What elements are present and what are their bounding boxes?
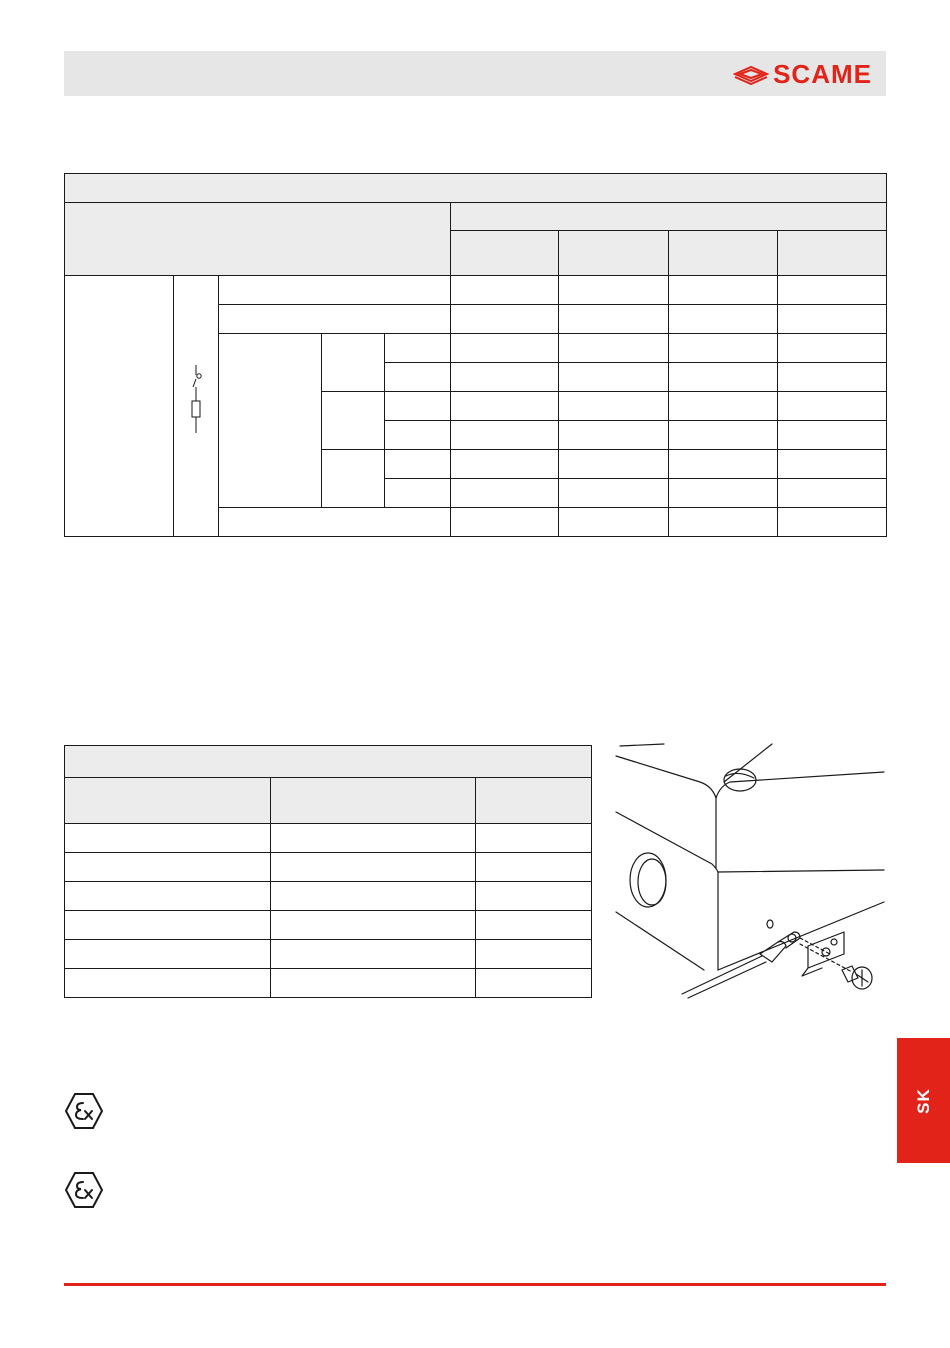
table1-cell [385, 334, 451, 363]
table1-header-group [451, 203, 887, 231]
table1-cell [219, 508, 451, 537]
table2-cell [476, 940, 592, 969]
technical-table-2 [64, 745, 592, 998]
table2-header-col-3 [476, 778, 592, 824]
table2-header-col-1 [65, 778, 271, 824]
header-bar [64, 51, 886, 96]
table1-header-col-4 [778, 231, 887, 276]
table-row [65, 911, 592, 940]
table2-title-cell [65, 746, 592, 778]
table1-cell [559, 305, 669, 334]
table1-cell [669, 421, 778, 450]
table1-header-left [65, 203, 451, 276]
table1-cell [669, 479, 778, 508]
table2-cell [65, 940, 271, 969]
table1-cell [385, 450, 451, 479]
table1-cell [451, 305, 559, 334]
table1-cell [669, 450, 778, 479]
footer-divider [64, 1283, 886, 1286]
table1-cell [219, 334, 322, 508]
table1-cell [778, 305, 887, 334]
brand-logo [733, 61, 872, 87]
table1-header-col-2 [559, 231, 669, 276]
table1-cell [669, 508, 778, 537]
table1-cell [385, 421, 451, 450]
table1-cell [451, 508, 559, 537]
table2-cell [476, 969, 592, 998]
table1-cell [559, 450, 669, 479]
language-tab-sk[interactable] [897, 1038, 950, 1163]
table2-cell [476, 882, 592, 911]
table1-cell [451, 276, 559, 305]
ex-atex-icon [64, 1092, 104, 1130]
table1-cell [385, 392, 451, 421]
table1-header-col-1 [451, 231, 559, 276]
table2-cell [271, 911, 476, 940]
scame-logo-icon [733, 63, 769, 85]
table2-cell [271, 882, 476, 911]
table1-cell [669, 392, 778, 421]
table2-cell [476, 911, 592, 940]
language-tab-label: SK [913, 1087, 933, 1114]
table1-header-col-3 [669, 231, 778, 276]
table1-title-row [65, 174, 887, 203]
table1-title-cell [65, 174, 887, 203]
ex-atex-icon [64, 1171, 104, 1209]
table2-cell [271, 824, 476, 853]
table-row [65, 824, 592, 853]
table1-cell [451, 392, 559, 421]
table1-cell [559, 392, 669, 421]
table2-cell [271, 940, 476, 969]
table1-cell [559, 508, 669, 537]
table1-cell [451, 479, 559, 508]
table2-cell [65, 969, 271, 998]
table1-cell [778, 479, 887, 508]
table2-header-col-2 [271, 778, 476, 824]
table2-header-row [65, 778, 592, 824]
table1-cell [778, 276, 887, 305]
table1-cell [669, 276, 778, 305]
table1-cell [669, 363, 778, 392]
table1-cell [778, 421, 887, 450]
table1-cell [669, 334, 778, 363]
table-row [65, 853, 592, 882]
table-row [65, 969, 592, 998]
table1-cell [451, 450, 559, 479]
table2-cell [271, 853, 476, 882]
table1-cell [385, 479, 451, 508]
table1-cell [451, 363, 559, 392]
brand-name: SCAME [773, 59, 872, 89]
table1-cell [559, 334, 669, 363]
table1-cell [778, 363, 887, 392]
table-row [65, 276, 887, 305]
table1-cell [451, 334, 559, 363]
table1-cell [559, 479, 669, 508]
table1-cell [322, 450, 385, 508]
table1-cell [322, 334, 385, 392]
table2-cell [65, 824, 271, 853]
table2-cell [65, 853, 271, 882]
table1-symbol-cell [174, 276, 219, 537]
table2-cell [271, 969, 476, 998]
table1-cell [778, 508, 887, 537]
table1-cell [559, 421, 669, 450]
table1-cell [219, 305, 451, 334]
table1-cell [778, 334, 887, 363]
table1-cell [559, 276, 669, 305]
technical-table-1 [64, 173, 887, 537]
table1-cell [219, 276, 451, 305]
table2-title-row [65, 746, 592, 778]
enclosure-earthing-illustration [612, 742, 888, 1000]
table1-cell [669, 305, 778, 334]
table1-cell [451, 421, 559, 450]
table1-cell [559, 363, 669, 392]
table2-cell [476, 853, 592, 882]
table1-cell [778, 392, 887, 421]
table2-cell [476, 824, 592, 853]
table1-header-row-1 [65, 203, 887, 231]
table1-row-label [65, 276, 174, 537]
table1-cell [778, 450, 887, 479]
table2-cell [65, 882, 271, 911]
table-row [65, 882, 592, 911]
switch-fuse-symbol-icon [184, 365, 208, 445]
table1-cell [385, 363, 451, 392]
table-row [65, 940, 592, 969]
table2-cell [65, 911, 271, 940]
table1-cell [322, 392, 385, 450]
